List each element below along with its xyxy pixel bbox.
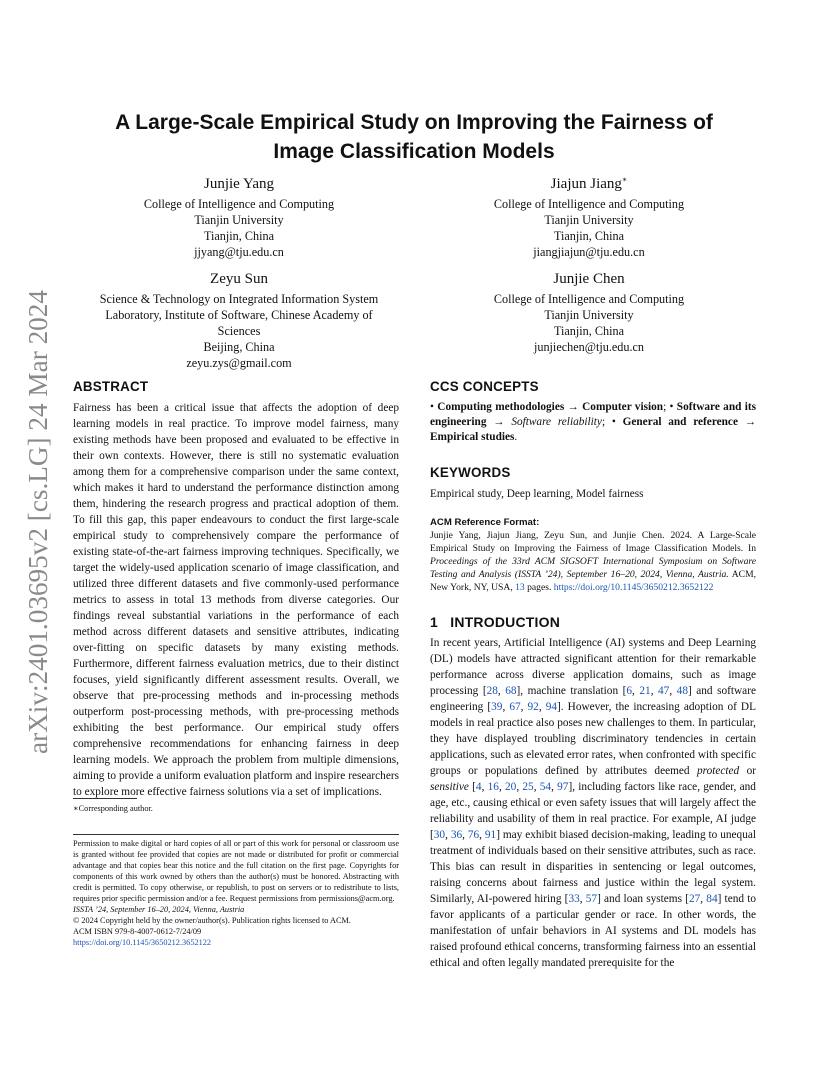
copyright-line: © 2024 Copyright held by the owner/author(s). Publication rights licensed to ACM. (73, 916, 351, 925)
author-affiliation: Science & Technology on Integrated Information System (99, 292, 379, 306)
venue-line: ISSTA ’24, September 16–20, 2024, Vienna, Austria (73, 905, 245, 914)
permission-divider (73, 834, 399, 835)
author-affiliation: Tianjin University (544, 308, 634, 322)
keywords-heading: KEYWORDS (430, 465, 511, 480)
permission-text: Permission to make digital or hard copies of all or part of this work for personal or classroom use is granted without fee provided that copies are not made or distributed for profit or commercial advantage and that copies bear this notice and the full citation on the first page. Copyrights for components of this work owned by others than the author(s) must be honored. Abstracting with credit is permitted. To copy otherwise, or republish, to post on servers or to redistribute to lists, requires prior specific permission and/or a fee. Request permissions from permissions@acm.org. (73, 839, 399, 903)
author-block-2 (424, 175, 754, 260)
author-affiliation: Sciences (217, 324, 261, 338)
author-affiliation: College of Intelligence and Computing (143, 197, 335, 211)
ccs-concepts: • Computing methodologies → Computer vision; • Software and its engineering → Software reliability; • General and reference → Empirical studies. (430, 401, 757, 443)
author-affiliation: Beijing, China (203, 340, 275, 354)
author-affiliation: Tianjin, China (554, 229, 624, 243)
author-affiliation: College of Intelligence and Computing (493, 197, 685, 211)
paper-title (80, 108, 748, 166)
author-name: Junjie Chen (553, 271, 625, 287)
author-email: zeyu.zys@gmail.com (186, 356, 292, 370)
author-affiliation: Tianjin University (544, 213, 634, 227)
author-name: Junjie Yang (203, 176, 274, 192)
ccs-heading: CCS CONCEPTS (430, 379, 539, 394)
author-affiliation: Tianjin, China (204, 229, 274, 243)
author-name: Zeyu Sun (210, 271, 268, 287)
author-block-1 (74, 175, 404, 260)
permission-notice (73, 838, 399, 948)
acm-reference-heading: ACM Reference Format: (430, 517, 540, 528)
title-line-2: Image Classification Models (273, 140, 555, 163)
author-block-3 (74, 270, 404, 371)
doi-link[interactable]: https://doi.org/10.1145/3650212.3652122 (73, 938, 212, 947)
keywords-text: Empirical study, Deep learning, Model fairness (430, 488, 644, 500)
author-affiliation: College of Intelligence and Computing (493, 292, 685, 306)
right-column (430, 378, 756, 971)
author-name: Jiajun Jiang∗ (550, 175, 628, 192)
introduction-text: In recent years, Artificial Intelligence (AI) systems and Deep Learning (DL) models have attracted significant attention for their remarkable performance across diverse application domains, such as image processing [28, 68], machine translation [6, 21, 47, 48] and software engineering [39, 67, 92, 94]. However, the increasing adoption of DL models in real practice also poses new challenges to them. In particular, they have displayed troubling discriminatory tendencies in certain applications, such as elevated error rates, when confronted with specific groups or populations defined by attributes deemed protected or sensitive [4, 16, 20, 25, 54, 97], including factors like race, gender, and age, etc., causing ethical or even safety issues that will largely affect the reliability and usability of them in real practice. For example, AI judge [30, 36, 76, 91] may exhibit biased decision-making, leading to unequal treatment of individuals based on their sensitive attributes, such as race. This bias can result in disparities in sentencing or legal outcomes, raising concerns about fairness and justice within the legal system. Similarly, AI-powered hiring [33, 57] and loan systems [27, 84] tend to favor applicants of a particular gender or race. In other words, the manifestation of unfair behaviors in AI systems and DL models has raised profound ethical concerns, transforming fairness into an essential ethical and often legally mandated prerequisite for the (430, 637, 756, 969)
author-email: jiangjiajun@tju.edu.cn (533, 245, 645, 259)
corresponding-author-footnote: ∗Corresponding author. (73, 804, 153, 813)
acm-reference-text: Junjie Yang, Jiajun Jiang, Zeyu Sun, and Junjie Chen. 2024. A Large-Scale Empirical Study on Improving the Fairness of Image Classification Models. In Proceedings of the 33rd ACM SIGSOFT International Symposium on Software Testing and Analysis (ISSTA ’24), September 16–20, 2024, Vienna, Austria. ACM, New York, NY, USA, 13 pages. https://doi.org/10.1145/3650212.3652122 (430, 530, 756, 593)
author-affiliation: Tianjin, China (554, 324, 624, 338)
author-affiliation: Laboratory, Institute of Software, Chinese Academy of (105, 308, 373, 322)
author-block-4 (424, 270, 754, 355)
arxiv-stamp-text: arXiv:2401.03695v2 [cs.LG] 24 Mar 2024 (23, 293, 53, 754)
footnote-divider (73, 798, 137, 799)
arxiv-stamp (14, 288, 58, 756)
isbn-line: ACM ISBN 979-8-4007-0612-7/24/09 (73, 927, 202, 936)
abstract-heading: ABSTRACT (73, 379, 149, 394)
corresponding-author-mark: ∗ (621, 175, 628, 184)
acm-doi-link[interactable]: https://doi.org/10.1145/3650212.3652122 (553, 582, 714, 593)
left-column (73, 378, 399, 800)
introduction-heading: 1 INTRODUCTION (430, 614, 561, 630)
title-line-1: A Large-Scale Empirical Study on Improving the Fairness of (115, 111, 713, 134)
abstract-text: Fairness has been a critical issue that affects the adoption of deep learning models in real practice. To improve model fairness, many existing methods have been proposed and evaluated to be effective in their own contexts. However, there is still no systematic evaluation among them for a comprehensive comparison under the same context, which makes it hard to understand the performance distinction among them, hindering the research progress and practical adoption of them. To fill this gap, this paper endeavours to conduct the first large-scale empirical study to comprehensively compare the performance of existing state-of-the-art fairness improving techniques. Specifically, we target the widely-used application scenario of image classification, and utilized three different datasets and five commonly-used performance metrics to assess in total 13 methods from diverse categories. Our findings reveal substantial variations in the performance of each method across different datasets and sensitive attributes, indicating over-fitting on specific datasets by many existing methods. Furthermore, different fairness evaluation metrics, due to their distinct focuses, yield significantly different assessment results. Overall, we observe that pre-processing methods and in-processing methods outperform post-processing methods, with pre-processing methods exhibiting the best performance. Our empirical study offers comprehensive recommendations for enhancing fairness in deep learning models. We approach the problem from multiple dimensions, aiming to provide a uniform evaluation platform and inspire researchers to explore more effective fairness solutions via a set of implications. (73, 402, 399, 798)
author-email: jjyang@tju.edu.cn (194, 245, 284, 259)
author-affiliation: Tianjin University (194, 213, 284, 227)
author-email: junjiechen@tju.edu.cn (533, 340, 645, 354)
